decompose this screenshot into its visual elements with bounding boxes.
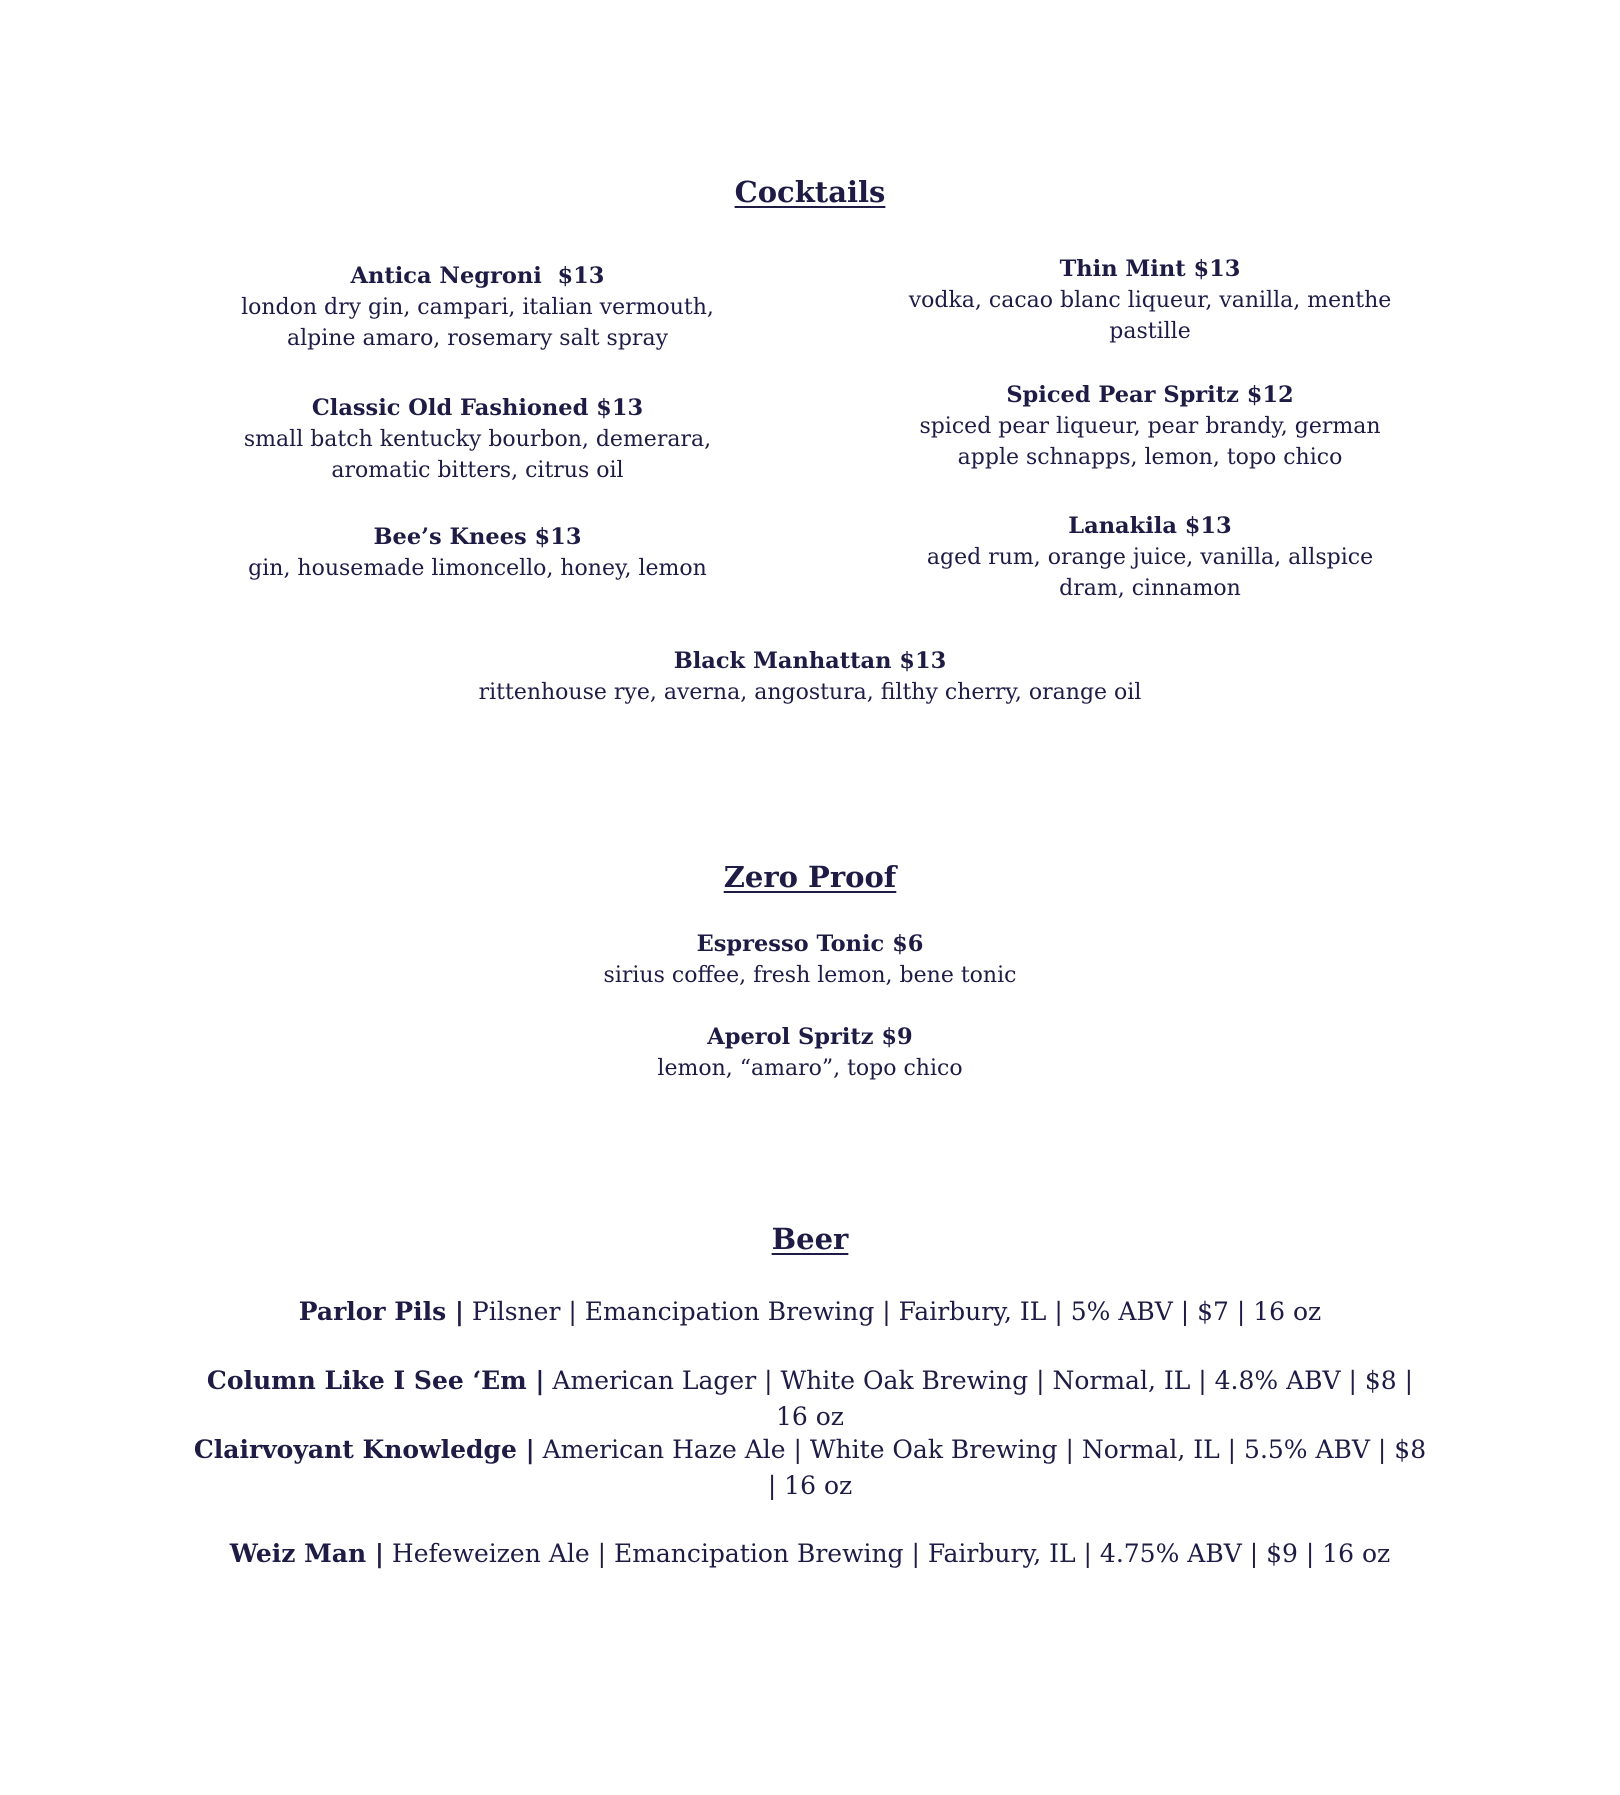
zero-proof-item-espresso-tonic bbox=[510, 929, 1110, 991]
cocktail-item-spiced-pear-spritz bbox=[890, 380, 1410, 473]
cocktail-description: rittenhouse rye, averna, angostura, filthy cherry, orange oil bbox=[478, 680, 1142, 705]
cocktail-description: spiced pear liqueur, pear brandy, german apple schnapps, lemon, topo chico bbox=[919, 414, 1381, 470]
beer-name: Parlor Pils | bbox=[298, 1297, 464, 1326]
cocktail-description: gin, housemade limoncello, honey, lemon bbox=[248, 556, 707, 581]
zero-proof-name: Espresso Tonic $6 bbox=[696, 931, 924, 957]
zero-proof-description: lemon, “amaro”, topo chico bbox=[657, 1056, 963, 1081]
cocktail-name: Bee’s Knees $13 bbox=[373, 524, 582, 550]
zero-proof-item-aperol-spritz bbox=[510, 1022, 1110, 1084]
beer-name: Weiz Man | bbox=[229, 1539, 384, 1568]
cocktail-name: Classic Old Fashioned $13 bbox=[311, 395, 644, 421]
beer-item-parlor-pils bbox=[190, 1294, 1430, 1330]
beer-details: American Haze Ale | White Oak Brewing | Normal, IL | 5.5% ABV | $8 | 16 oz bbox=[534, 1435, 1427, 1500]
cocktail-name: Thin Mint $13 bbox=[1059, 256, 1241, 282]
beer-item-column-like-i-see-em bbox=[190, 1363, 1430, 1435]
beer-details: Pilsner | Emancipation Brewing | Fairbury, IL | 5% ABV | $7 | 16 oz bbox=[463, 1297, 1322, 1326]
cocktail-item-lanakila bbox=[895, 511, 1405, 604]
cocktail-description: vodka, cacao blanc liqueur, vanilla, menthe pastille bbox=[908, 288, 1392, 344]
cocktail-description: small batch kentucky bourbon, demerara, aromatic bitters, citrus oil bbox=[243, 427, 712, 483]
cocktails-heading: Cocktails bbox=[734, 175, 886, 209]
beer-name: Column Like I See ‘Em | bbox=[206, 1366, 545, 1395]
beer-item-weiz-man bbox=[190, 1536, 1430, 1572]
beer-name: Clairvoyant Knowledge | bbox=[193, 1435, 535, 1464]
cocktail-name: Black Manhattan $13 bbox=[673, 648, 947, 674]
beer-details: American Lager | White Oak Brewing | Normal, IL | 4.8% ABV | $8 | 16 oz bbox=[544, 1366, 1414, 1431]
cocktail-description: london dry gin, campari, italian vermouth, alpine amaro, rosemary salt spray bbox=[241, 295, 714, 351]
cocktail-item-bees-knees bbox=[200, 522, 755, 584]
zero-proof-name: Aperol Spritz $9 bbox=[707, 1024, 913, 1050]
cocktail-name: Lanakila $13 bbox=[1068, 513, 1232, 539]
cocktail-item-antica-negroni bbox=[205, 261, 750, 354]
cocktail-item-black-manhattan bbox=[410, 646, 1210, 708]
zero-proof-description: sirius coffee, fresh lemon, bene tonic bbox=[603, 963, 1017, 988]
zero-proof-heading: Zero Proof bbox=[723, 860, 897, 894]
beer-details: Hefeweizen Ale | Emancipation Brewing | Fairbury, IL | 4.75% ABV | $9 | 16 oz bbox=[383, 1539, 1391, 1568]
cocktail-name: Antica Negroni $13 bbox=[350, 263, 605, 289]
cocktail-item-old-fashioned bbox=[200, 393, 755, 486]
beer-heading: Beer bbox=[771, 1222, 849, 1256]
beer-item-clairvoyant-knowledge bbox=[190, 1432, 1430, 1504]
cocktail-item-thin-mint bbox=[865, 254, 1435, 347]
cocktail-description: aged rum, orange juice, vanilla, allspice dram, cinnamon bbox=[926, 545, 1374, 601]
cocktail-name: Spiced Pear Spritz $12 bbox=[1006, 382, 1294, 408]
